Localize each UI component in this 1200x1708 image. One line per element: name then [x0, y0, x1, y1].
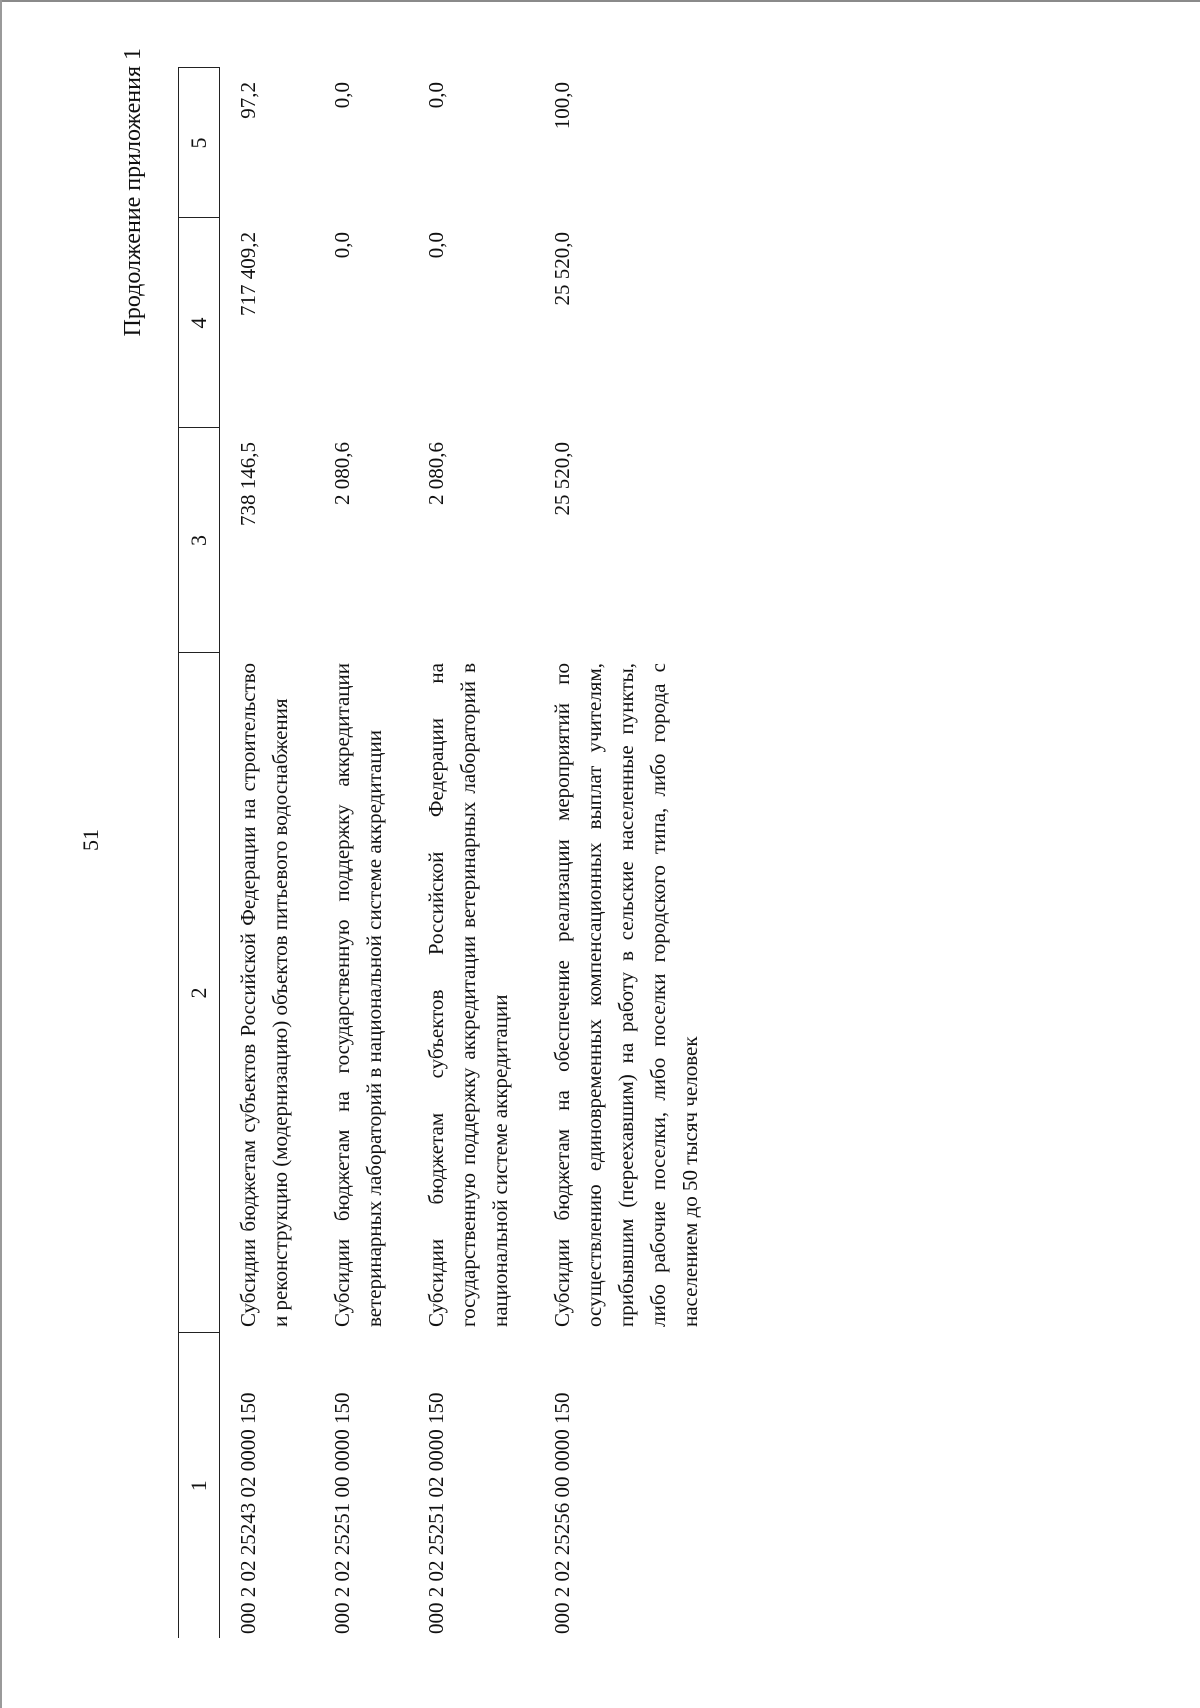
row-description: Субсидии бюджетам на государственную поддержку аккредитации ветеринарных лабораторий в национальной системе аккредитации: [330, 663, 386, 1327]
column-header-1: 1: [179, 1333, 220, 1638]
table-row: [534, 68, 724, 1638]
column-header-3: 3: [179, 428, 220, 653]
value-col4: 0,0: [330, 232, 354, 259]
column-header-5: 5: [179, 68, 220, 218]
value-col4: 25 520,0: [550, 232, 574, 306]
value-col3: 738 146,5: [236, 442, 260, 526]
row-description: Субсидии бюджетам субъектов Российской Федерации на строительство и реконструкцию (модернизацию) объектов питьевого водоснабжения: [236, 663, 292, 1327]
value-col4: 0,0: [424, 232, 448, 259]
value-col5: 0,0: [330, 82, 354, 109]
page-number: 51: [78, 829, 103, 851]
value-col5: 97,2: [236, 82, 260, 119]
row-description: Субсидии бюджетам субъектов Российской Федерации на государственную поддержку аккредитации ветеринарных лабораторий в национальной системе аккредитации: [424, 663, 512, 1327]
budget-code: 000 2 02 25251 02 0000 150: [424, 1392, 448, 1634]
column-header-4: 4: [179, 218, 220, 428]
table-row: [220, 68, 315, 1638]
value-col3: 2 080,6: [330, 442, 354, 505]
value-col5: 100,0: [550, 82, 574, 130]
value-col5: 0,0: [424, 82, 448, 109]
budget-code: 000 2 02 25243 02 0000 150: [236, 1392, 260, 1634]
budget-code: 000 2 02 25251 00 0000 150: [330, 1392, 354, 1634]
table-row: [408, 68, 534, 1638]
row-description: Субсидии бюджетам на обеспечение реализации мероприятий по осуществлению единовременных компенсационных выплат учителям, прибывшим (переехавшим) на работу в сельские населенные пункты, либо рабочие поселки, либо поселки городского типа, либо города с населением до 50 тысяч человек: [550, 663, 702, 1327]
appendix-table: [178, 68, 724, 1639]
table-header-row: [179, 68, 220, 1638]
value-col4: 717 409,2: [236, 232, 260, 316]
continuation-title: Продолжение приложения 1: [120, 48, 146, 337]
table-row: [314, 68, 408, 1638]
column-header-2: 2: [179, 653, 220, 1333]
budget-code: 000 2 02 25256 00 0000 150: [550, 1392, 574, 1634]
value-col3: 25 520,0: [550, 442, 574, 516]
value-col3: 2 080,6: [424, 442, 448, 505]
